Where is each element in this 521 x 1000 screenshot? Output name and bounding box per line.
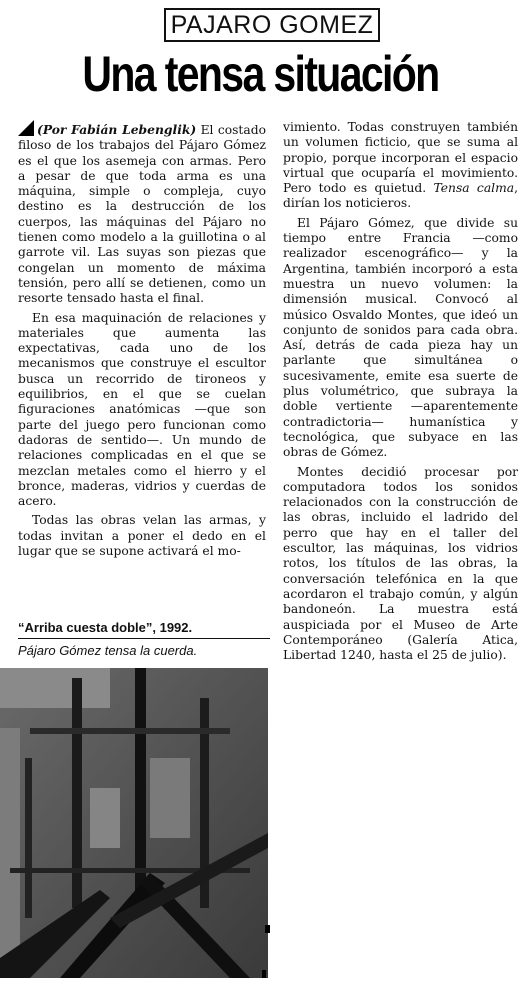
headline: Una tensa situación: [82, 46, 439, 102]
paragraph-continued-text: vimiento. Todas construyen también un volumen ficticio, que se suma al propio, porque incorporan el espacio virtual que ocuparía el movimiento. Pero todo es quietud.: [283, 120, 518, 196]
paragraph-4: El Pájaro Gómez, que divide su tiempo entre Francia —como realizador escenográfico— y la Argentina, también incorporó a esta muestra un nuevo volumen: la dimensión musical. Convocó al músico Osvaldo Montes, que ideó un conjunto de sonidos para cada obra. Así, detrás de cada pieza hay un parlante que simultánea o sucesivamente, emite esa suerte de plus volumétrico, que subraya la doble vertiente —aparentemente contradictoria— humanística y tecnológica, que subyace en las obras de Gómez.: [283, 215, 518, 460]
photo-caption-text: Pájaro Gómez tensa la cuerda.: [18, 643, 198, 658]
triangle-marker-icon: [18, 120, 34, 136]
sculpture-photo: [0, 668, 268, 978]
paragraph-continued: [283, 120, 518, 212]
byline: (Por Fabián Lebenglik): [37, 122, 197, 137]
paragraph-continued-end: , dirían los noticieros.: [283, 181, 518, 211]
emphasis-tensa-calma: Tensa calma: [433, 181, 515, 196]
paragraph-3: Todas las obras velan las armas, y todas invitan a poner el dedo en el lugar que se supone activará el mo-: [18, 513, 266, 559]
article-column-right: [283, 120, 518, 667]
paragraph-2: En esa maquinación de relaciones y materiales que aumenta las expectativas, cada uno de los mecanismos que construye el escultor busca un recorrido de tironeos y equilibrios, en el que se cuelan figuraciones anatómicas —que son parte del juego pero funcionan como dadoras de sentido—. Un mundo de relaciones complicadas en el que se mezclan metales como el hierro y el bronce, maderas, vidrios y cuerdas de acero.: [18, 310, 266, 509]
section-kicker: PAJARO GOMEZ: [164, 8, 380, 42]
photo-caption: [18, 620, 270, 658]
column-rule-mark: [262, 970, 266, 978]
column-rule-mark: [265, 925, 270, 933]
paragraph-1: [18, 120, 266, 307]
paragraph-1-text: El costado filoso de los trabajos del Pájaro Gómez es el que los asemeja con armas. Pero a pesar de que toda arma es una máquina, simple o compleja, cuyo destino es la destrucción de los cuerpos, las máquinas del Pájaro no tienen como modelo a la guillotina o al garrote vil. Las suyas son piezas que congelan un momento de máxima tensión, pero allí se detienen, como un resorte tensado hasta el final.: [18, 123, 266, 306]
article-column-left: [18, 120, 266, 563]
photo-title: “Arriba cuesta doble”, 1992.: [18, 620, 270, 639]
paragraph-5: Montes decidió procesar por computadora todos los sonidos relacionados con la construcción de las obras, incluido el ladrido del perro que hay en el taller del escultor, las máquinas, los vidrios rotos, los títulos de las obras, la conversación telefónica en la que acordaron el trabajo común, y algún bandoneón. La muestra está auspiciada por el Museo de Arte Contemporáneo (Galería Atica, Libertad 1240, hasta el 25 de julio).: [283, 464, 518, 663]
